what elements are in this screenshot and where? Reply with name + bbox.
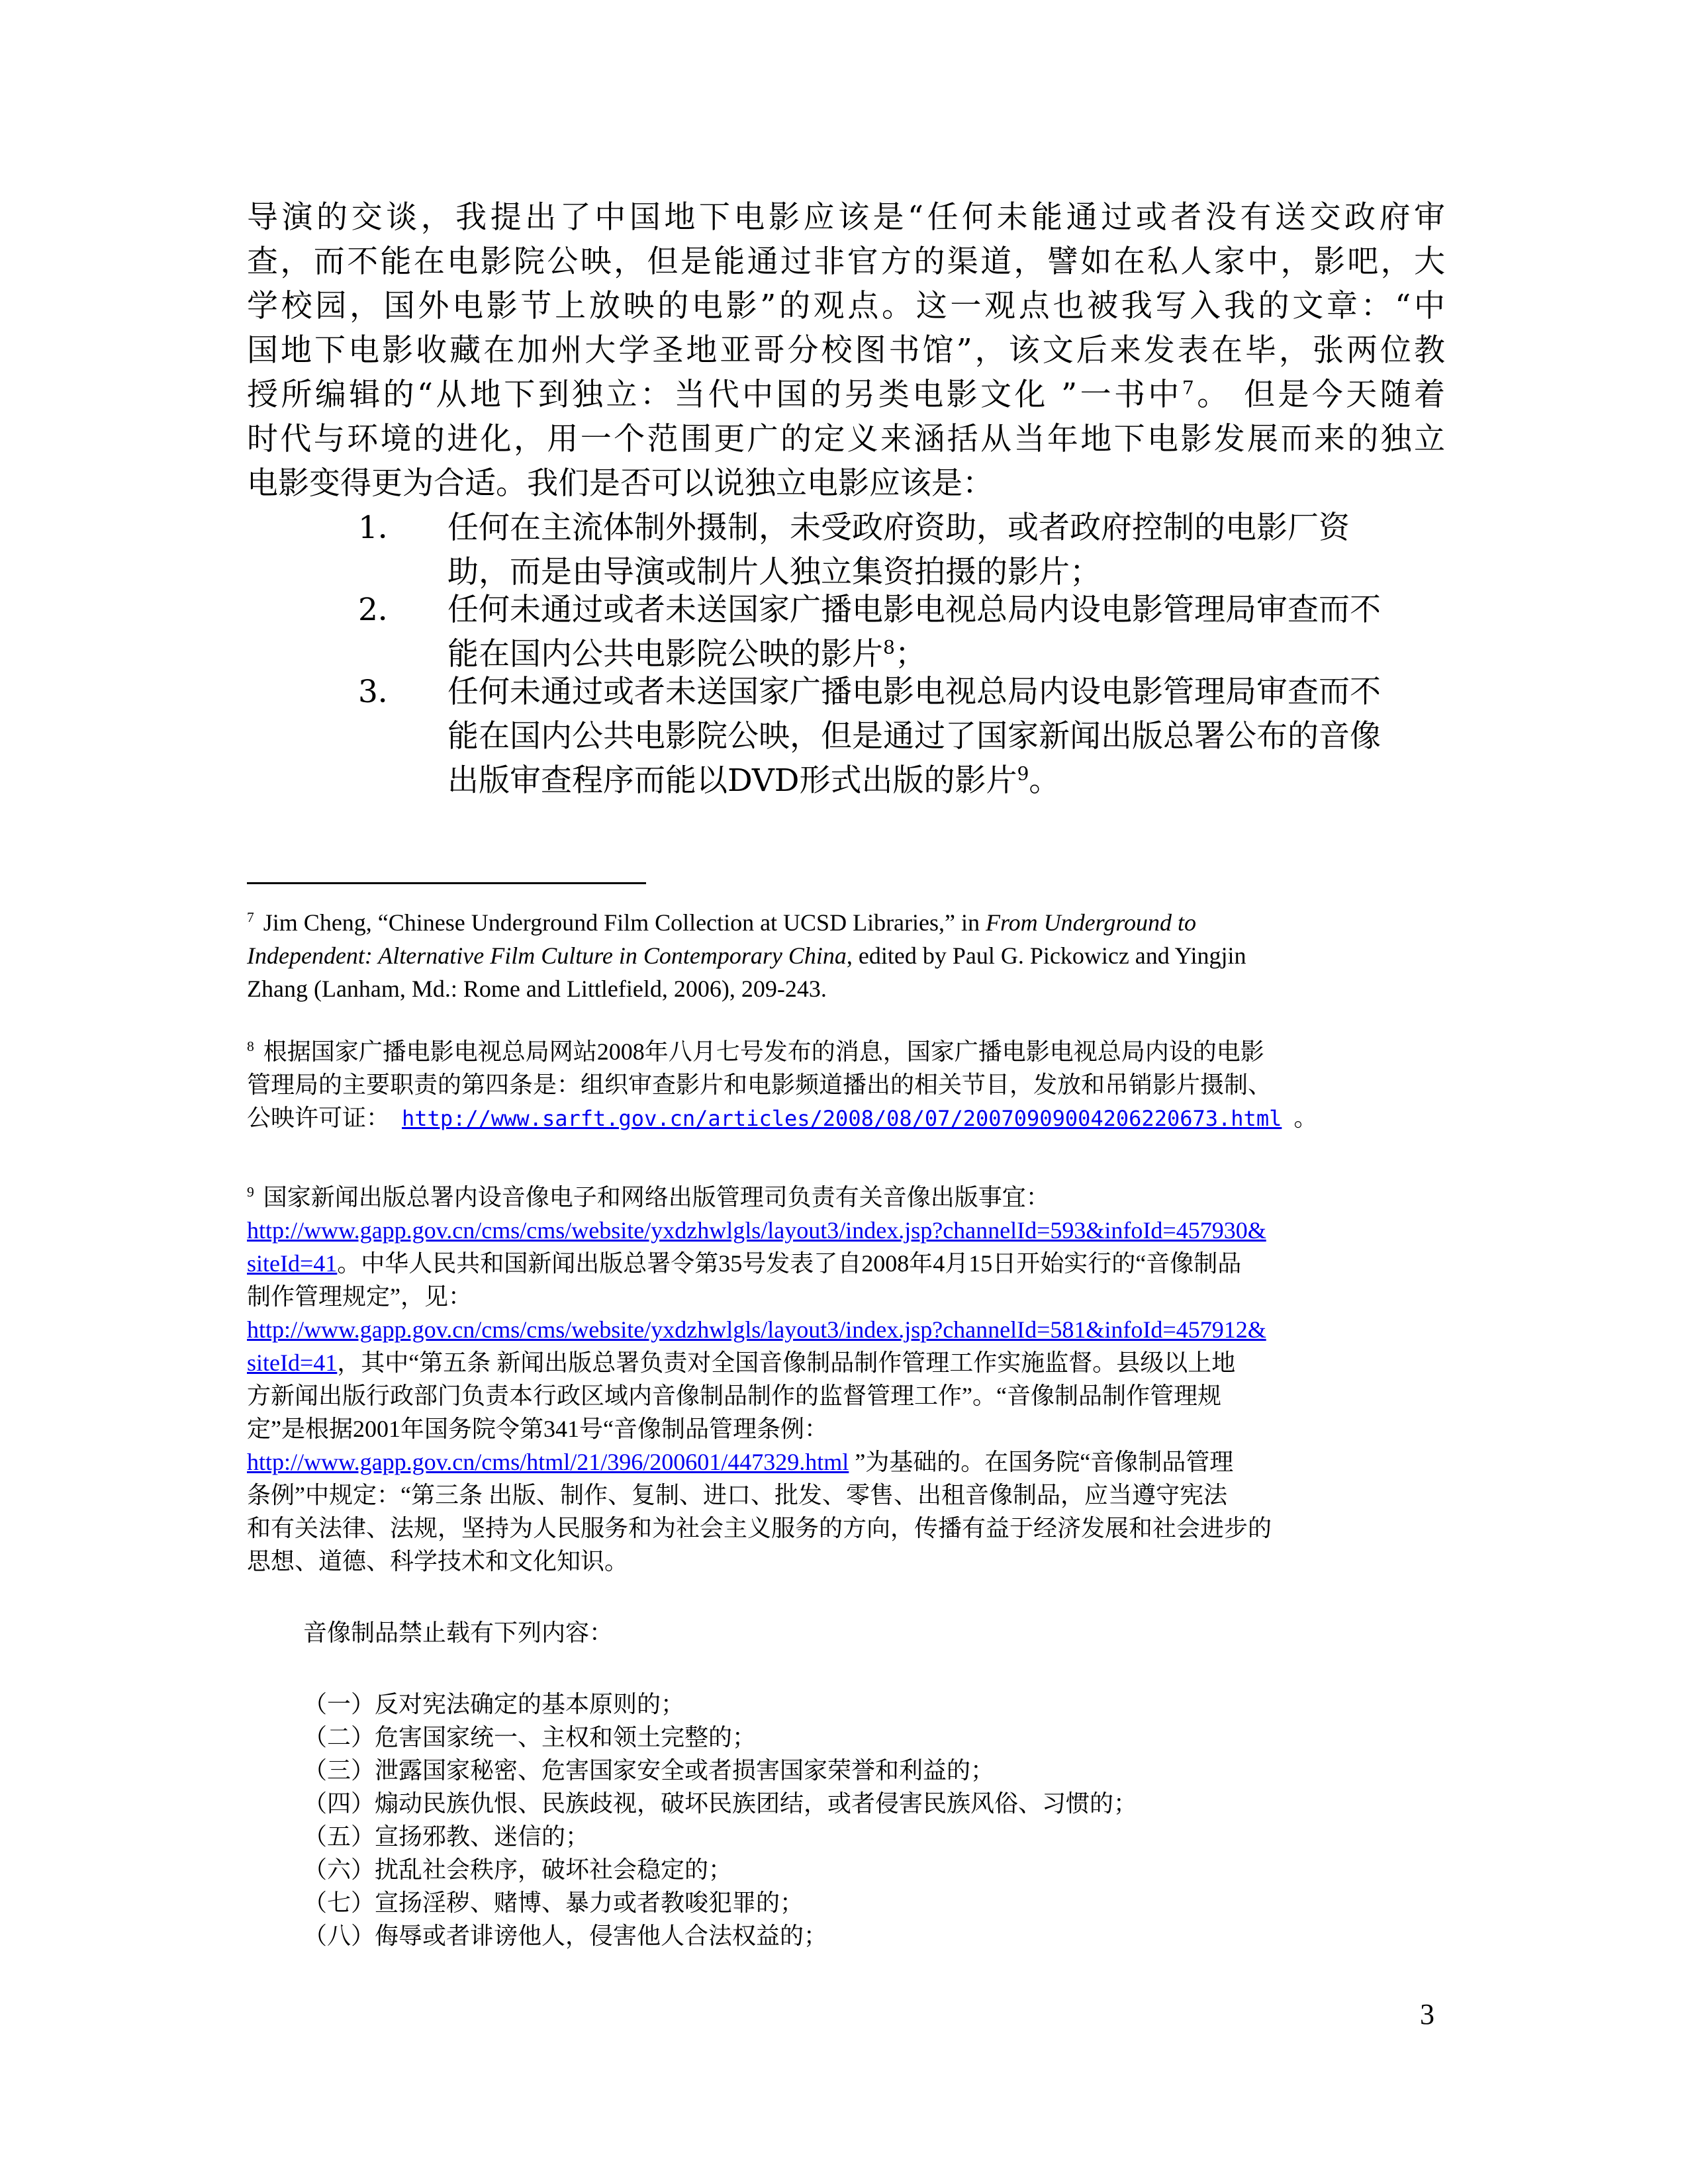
body-paragraph bbox=[247, 195, 1445, 506]
gapp-link-1-cont[interactable]: siteId=41 bbox=[247, 1250, 338, 1277]
list-number: 1． bbox=[358, 510, 409, 546]
footnote-line: Zhang (Lanham, Md.: Rome and Littlefield, 2006), 209-243. bbox=[247, 976, 827, 1002]
footnote-line: 方新闻出版行政部门负责本行政区域内音像制品制作的监督管理工作”。“音像制品制作管理规 bbox=[247, 1383, 1221, 1409]
footnote-line bbox=[247, 1445, 1445, 1479]
footnote-ref-7[interactable]: 7 bbox=[1182, 377, 1194, 399]
footnote-line bbox=[247, 906, 1445, 939]
footnote-line bbox=[247, 1346, 1445, 1379]
footnote-line: 定”是根据2001年国务院令第341号“音像制品管理条例： bbox=[247, 1416, 828, 1442]
footnote-mark: 8 bbox=[247, 1038, 254, 1054]
prohibited-item: （二）危害国家统一、主权和领土完整的； bbox=[303, 1724, 757, 1751]
footnote-separator bbox=[247, 882, 646, 884]
body-line: 电影变得更为合适。我们是否可以说独立电影应该是： bbox=[247, 465, 994, 502]
gapp-link-2[interactable]: http://www.gapp.gov.cn/cms/cms/website/yxdzhwlgls/layout3/index.jsp?channelId=581&infoId=457912& bbox=[247, 1316, 1266, 1343]
footnote-ref-8[interactable]: 8 bbox=[883, 636, 895, 659]
footnote-line bbox=[247, 1214, 1445, 1247]
footnote-line: 制作管理规定”，见： bbox=[247, 1283, 472, 1310]
list-number: 2． bbox=[358, 592, 409, 628]
footnote-mark: 9 bbox=[247, 1184, 254, 1200]
prohibited-item: （六）扰乱社会秩序，破坏社会稳定的； bbox=[303, 1856, 733, 1883]
footnote-line bbox=[247, 1313, 1445, 1346]
footnote-line: 条例”中规定：“第三条 出版、制作、复制、进口、批发、零售、出租音像制品，应当遵守宪法 bbox=[247, 1482, 1227, 1508]
body-line: 导演的交谈，我提出了中国地下电影应该是“任何未能通过或者没有送交政府审 bbox=[247, 199, 1445, 236]
footnote-text: ，其中“第五条 新闻出版总署负责对全国音像制品制作管理工作实施监督。县级以上地 bbox=[337, 1349, 1236, 1376]
list-line-text: 能在国内公共电影院公映的影片 bbox=[447, 636, 883, 672]
body-line: 查，而不能在电影院公映，但是能通过非官方的渠道，譬如在私人家中，影吧，大 bbox=[247, 244, 1445, 280]
prohibited-item: （四）煽动民族仇恨、民族歧视，破坏民族团结，或者侵害民族风俗、习惯的； bbox=[303, 1790, 1138, 1817]
footnote-text: ”为基础的。在国务院“音像制品管理 bbox=[855, 1449, 1234, 1475]
list-line-text: 出版审查程序而能以DVD形式出版的影片 bbox=[447, 762, 1017, 799]
list-line: 助，而是由导演或制片人独立集资拍摄的影片； bbox=[447, 554, 1101, 590]
gapp-link-3[interactable]: http://www.gapp.gov.cn/cms/html/21/396/200601/447329.html bbox=[247, 1449, 849, 1475]
body-line bbox=[247, 373, 1445, 417]
footnote-9 bbox=[247, 1181, 1445, 1578]
list-line: 任何在主流体制外摄制，未受政府资助，或者政府控制的电影厂资 bbox=[447, 510, 1350, 546]
footnote-line bbox=[247, 939, 1445, 972]
list-line: 任何未通过或者未送国家广播电影电视总局内设电影管理局审查而不 bbox=[447, 592, 1381, 628]
footnote-text: Jim Cheng, “Chinese Underground Film Collection at UCSD Libraries,” in bbox=[263, 909, 986, 936]
body-line: 学校园，国外电影节上放映的电影”的观点。这一观点也被我写入我的文章：“中 bbox=[247, 288, 1445, 324]
footnote-text: 国家新闻出版总署内设音像电子和网络出版管理司负责有关音像出版事宜： bbox=[263, 1184, 1050, 1210]
footnote-text: , edited by Paul G. Pickowicz and Yingjin bbox=[846, 942, 1246, 969]
list-number: 3． bbox=[358, 674, 409, 710]
prohibited-item: （五）宣扬邪教、迷信的； bbox=[303, 1823, 590, 1850]
book-title: From Underground to bbox=[986, 909, 1196, 936]
footnote-text: 根据国家广播电影电视总局网站2008年八月七号发布的消息，国家广播电影电视总局内设的电影 bbox=[263, 1038, 1264, 1065]
prohibited-item: （一）反对宪法确定的基本原则的； bbox=[303, 1691, 685, 1717]
prohibited-content-list bbox=[247, 1688, 1501, 1952]
body-line: 时代与环境的进化，用一个范围更广的定义来涵括从当年地下电影发展而来的独立 bbox=[247, 421, 1445, 457]
prohibited-item: （八）侮辱或者诽谤他人，侵害他人合法权益的； bbox=[303, 1923, 828, 1949]
footnote-line bbox=[247, 1035, 1445, 1068]
footnote-text: 。 bbox=[1293, 1105, 1318, 1131]
page-number: 3 bbox=[1420, 1998, 1434, 2030]
gapp-link-2-cont[interactable]: siteId=41 bbox=[247, 1349, 338, 1376]
list-line-tail: ； bbox=[894, 636, 926, 672]
footnote-7 bbox=[247, 906, 1445, 1005]
list-line: 任何未通过或者未送国家广播电影电视总局内设电影管理局审查而不 bbox=[447, 674, 1381, 710]
prohibited-item: （三）泄露国家秘密、危害国家安全或者损害国家荣誉和利益的； bbox=[303, 1757, 995, 1784]
book-title: Independent: Alternative Film Culture in Contemporary China bbox=[247, 942, 847, 969]
list-line-tail: 。 bbox=[1029, 762, 1060, 799]
body-line-text: 授所编辑的“从地下到独立：当代中国的另类电影文化 ”一书中 bbox=[247, 377, 1182, 413]
prohibited-content-intro bbox=[247, 1616, 1501, 1649]
footnote-line: 思想、道德、科学技术和文化知识。 bbox=[247, 1548, 629, 1574]
footnote-line: 管理局的主要职责的第四条是：组织审查影片和电影频道播出的相关节目，发放和吊销影片摄制、 bbox=[247, 1071, 1272, 1098]
footnote-line bbox=[247, 1101, 1445, 1135]
footnote-line bbox=[247, 1247, 1445, 1280]
footnote-mark: 7 bbox=[247, 909, 254, 925]
footnote-text: 。中华人民共和国新闻出版总署令第35号发表了自2008年4月15日开始实行的“音像制品 bbox=[337, 1250, 1242, 1277]
body-line: 国地下电影收藏在加州大学圣地亚哥分校图书馆”，该文后来发表在毕，张两位教 bbox=[247, 332, 1445, 369]
body-line-text: 。 但是今天随着 bbox=[1194, 377, 1445, 413]
sarft-link[interactable]: http://www.sarft.gov.cn/articles/2008/08/07/20070909004206220673.html bbox=[402, 1106, 1282, 1131]
footnote-ref-9[interactable]: 9 bbox=[1017, 762, 1029, 785]
list-line bbox=[447, 758, 1445, 803]
footnote-text: 公映许可证： bbox=[247, 1105, 391, 1131]
prohibited-item: （七）宣扬淫秽、赌博、暴力或者教唆犯罪的； bbox=[303, 1889, 804, 1916]
footnote-line bbox=[247, 1181, 1445, 1214]
footnote-line: 和有关法律、法规，坚持为人民服务和为社会主义服务的方向，传播有益于经济发展和社会进步的 bbox=[247, 1515, 1272, 1541]
list-line: 能在国内公共电影院公映，但是通过了国家新闻出版总署公布的音像 bbox=[447, 718, 1381, 754]
footnote-8 bbox=[247, 1035, 1445, 1135]
gapp-link-1[interactable]: http://www.gapp.gov.cn/cms/cms/website/yxdzhwlgls/layout3/index.jsp?channelId=593&infoId=457930& bbox=[247, 1217, 1266, 1244]
footnote-line: 音像制品禁止载有下列内容： bbox=[303, 1619, 614, 1646]
